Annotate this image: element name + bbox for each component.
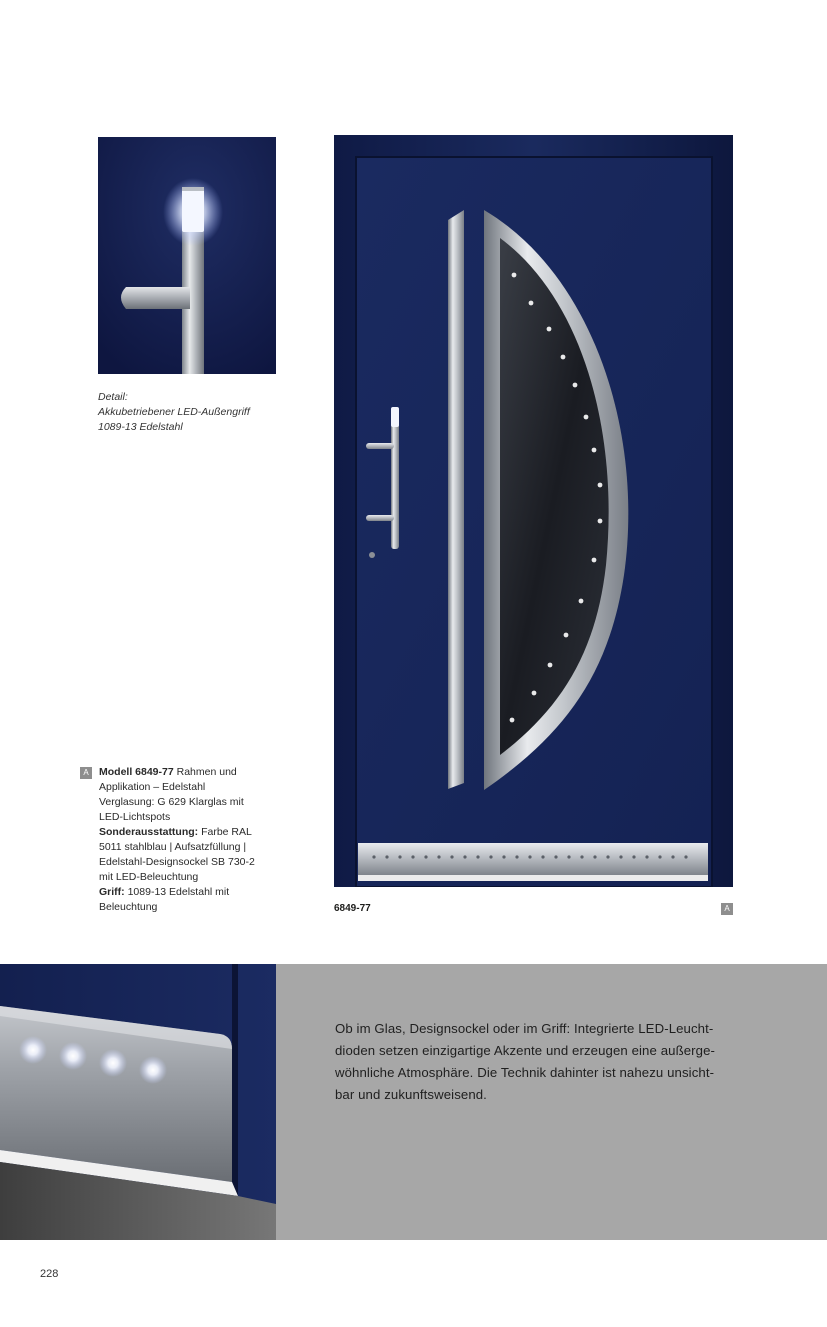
kickplate-led-photo	[0, 964, 276, 1240]
door-marker-badge: A	[721, 903, 733, 915]
detail-handle-photo	[98, 137, 276, 374]
spec-line: mit LED-Beleuchtung	[99, 871, 199, 883]
detail-caption	[98, 390, 298, 435]
spec-line: Sonderausstattung: Farbe RAL	[99, 826, 252, 838]
detail-caption-line: Akkubetriebener LED-Außengriff	[98, 406, 250, 418]
spec-marker-badge: A	[80, 767, 92, 779]
spec-line: 5011 stahlblau | Aufsatzfüllung |	[99, 841, 247, 853]
panel-description	[335, 1018, 805, 1106]
detail-caption-line: Detail:	[98, 391, 128, 403]
spec-line: Beleuchtung	[99, 901, 158, 913]
page-number: 228	[40, 1268, 59, 1280]
door-model-label: 6849-77	[334, 903, 371, 914]
door-photo	[334, 135, 733, 887]
spec-line: LED-Lichtspots	[99, 811, 171, 823]
spec-line: Modell 6849-77 Rahmen und	[99, 766, 237, 778]
panel-line: Ob im Glas, Designsockel oder im Griff: Integrierte LED-Leucht-	[335, 1021, 714, 1036]
spec-line: Verglasung: G 629 Klarglas mit	[99, 796, 244, 808]
panel-line: wöhnliche Atmosphäre. Die Technik dahinter ist nahezu unsicht-	[335, 1065, 715, 1080]
spec-line: Griff: 1089-13 Edelstahl mit	[99, 886, 230, 898]
spec-line: Applikation – Edelstahl	[99, 781, 206, 793]
panel-line: dioden setzen einzigartige Akzente und erzeugen eine außerge-	[335, 1043, 716, 1058]
spec-line: Edelstahl-Designsockel SB 730-2	[99, 856, 255, 868]
spec-description	[99, 765, 274, 915]
detail-caption-line: 1089-13 Edelstahl	[98, 421, 183, 433]
panel-line: bar und zukunftsweisend.	[335, 1087, 487, 1102]
